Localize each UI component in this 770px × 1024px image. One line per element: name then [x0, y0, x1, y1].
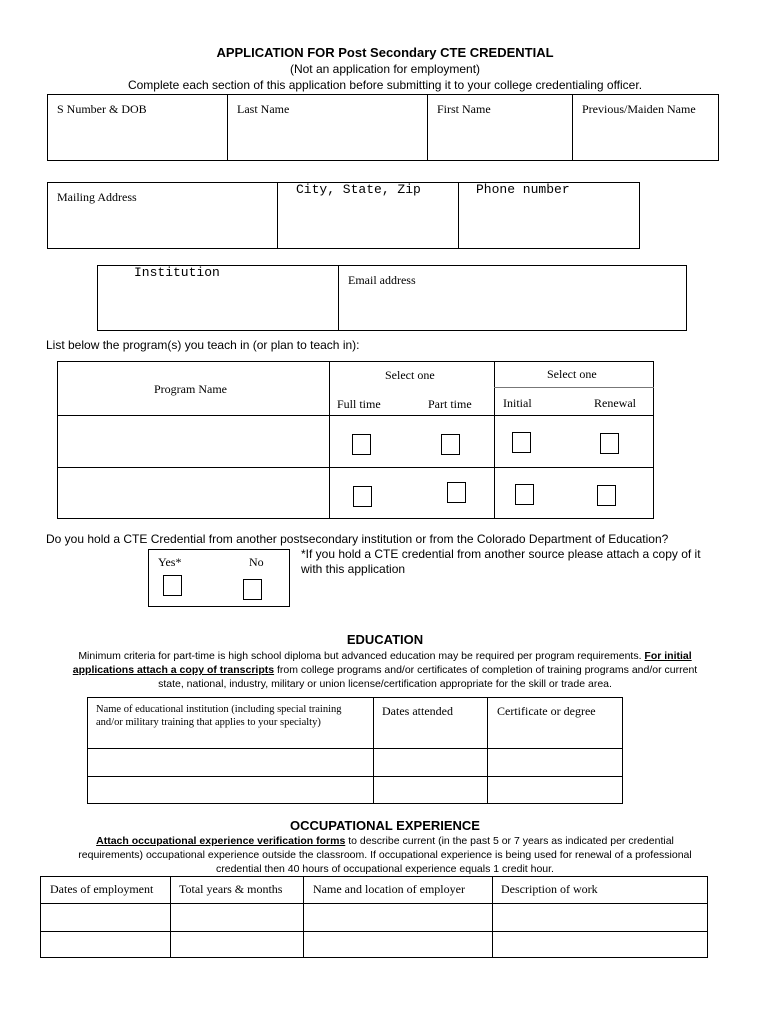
education-text-line1: [0, 650, 770, 662]
divider: [170, 876, 171, 958]
full-time-checkbox-2[interactable]: [353, 486, 372, 507]
edu-institution-field-1[interactable]: [89, 750, 371, 774]
part-time-header: Part time: [428, 397, 472, 411]
divider: [87, 748, 623, 749]
edu-institution-field-2[interactable]: [89, 778, 371, 802]
yes-checkbox[interactable]: [163, 575, 182, 596]
occ-total-field-1[interactable]: [172, 905, 301, 929]
divider: [494, 361, 495, 519]
education-heading: EDUCATION: [346, 632, 424, 647]
phone-field[interactable]: [460, 208, 638, 246]
edu-certificate-header: Certificate or degree: [497, 704, 596, 718]
renewal-checkbox-2[interactable]: [597, 485, 616, 506]
divider: [303, 876, 304, 958]
program-name-field-2[interactable]: [59, 469, 327, 517]
occ-total-header: Total years & months: [179, 882, 283, 896]
city-state-zip-field[interactable]: [279, 208, 456, 246]
divider: [277, 182, 278, 249]
cte-question: Do you hold a CTE Credential from another postsecondary institution or from the Colorado Department of Education?: [46, 532, 669, 546]
divider: [487, 697, 488, 804]
form-instruction: Complete each section of this application before submitting it to your college credentialing officer.: [127, 78, 643, 92]
part-time-checkbox-1[interactable]: [441, 434, 460, 455]
occupational-text-line1: [0, 835, 770, 847]
institution-label: Institution: [134, 265, 220, 280]
edu-dates-field-1[interactable]: [375, 750, 485, 774]
occ-employer-field-1[interactable]: [305, 905, 490, 929]
previous-name-label: Previous/Maiden Name: [582, 102, 696, 116]
divider: [572, 94, 573, 161]
select-one-type-header: Select one: [547, 367, 597, 381]
divider: [329, 361, 330, 519]
last-name-label: Last Name: [237, 102, 290, 116]
yes-label: Yes*: [158, 555, 182, 569]
education-text-line3: state, national, industry, military or union license/certification appropriate for the skill or trade area.: [158, 678, 612, 690]
last-name-field[interactable]: [229, 118, 425, 158]
previous-name-field[interactable]: [574, 118, 717, 158]
cte-note-line1: *If you hold a CTE credential from another source please attach a copy of it: [301, 547, 701, 561]
form-subtitle: (Not an application for employment): [289, 62, 481, 76]
full-time-header: Full time: [337, 397, 381, 411]
s-number-dob-field[interactable]: [49, 118, 225, 158]
occ-employer-header: Name and location of employer: [313, 882, 465, 896]
edu-certificate-field-2[interactable]: [489, 778, 621, 802]
initial-checkbox-2[interactable]: [515, 484, 534, 505]
occupational-text-line3: credential then 40 hours of occupational experience equals 1 credit hour.: [216, 863, 554, 875]
divider: [227, 94, 228, 161]
first-name-field[interactable]: [429, 118, 570, 158]
s-number-dob-label: S Number & DOB: [57, 102, 147, 116]
mailing-address-field[interactable]: [49, 208, 275, 246]
part-time-checkbox-2[interactable]: [447, 482, 466, 503]
renewal-checkbox-1[interactable]: [600, 433, 619, 454]
mailing-address-label: Mailing Address: [57, 190, 137, 204]
occ-dates-field-2[interactable]: [42, 933, 168, 956]
first-name-label: First Name: [437, 102, 491, 116]
divider: [427, 94, 428, 161]
occ-description-field-2[interactable]: [494, 933, 706, 956]
renewal-header: Renewal: [594, 396, 636, 410]
divider: [494, 387, 654, 388]
education-transcripts-text: applications attach a copy of transcripts: [72, 664, 275, 676]
edu-institution-header-1: Name of educational institution (including special training: [96, 704, 342, 715]
phone-label: Phone number: [476, 182, 570, 197]
divider: [338, 265, 339, 331]
initial-checkbox-1[interactable]: [512, 432, 531, 453]
occ-description-field-1[interactable]: [494, 905, 706, 929]
divider: [492, 876, 493, 958]
divider: [40, 931, 708, 932]
email-label: Email address: [348, 273, 416, 287]
divider: [87, 776, 623, 777]
occ-total-field-2[interactable]: [172, 933, 301, 956]
program-name-field-1[interactable]: [59, 417, 327, 465]
programs-prompt: List below the program(s) you teach in (or plan to teach in):: [46, 338, 360, 352]
occupational-verification-text: Attach occupational experience verification forms: [96, 835, 346, 847]
divider: [458, 182, 459, 249]
institution-field[interactable]: [99, 288, 336, 328]
occ-dates-header: Dates of employment: [50, 882, 154, 896]
edu-dates-field-2[interactable]: [375, 778, 485, 802]
edu-certificate-field-1[interactable]: [489, 750, 621, 774]
full-time-checkbox-1[interactable]: [352, 434, 371, 455]
cte-note-line2: with this application: [301, 562, 406, 576]
program-name-header: Program Name: [154, 382, 227, 396]
city-state-zip-label: City, State, Zip: [296, 182, 421, 197]
no-label: No: [249, 555, 264, 569]
edu-institution-header-2: and/or military training that applies to your specialty): [96, 717, 321, 728]
no-checkbox[interactable]: [243, 579, 262, 600]
divider: [57, 467, 654, 468]
divider: [373, 697, 374, 804]
initial-header: Initial: [503, 396, 532, 410]
occ-dates-field-1[interactable]: [42, 905, 168, 929]
education-text-rest: from college programs and/or certificates of completion of training programs and/or current: [274, 664, 698, 676]
email-field[interactable]: [340, 290, 685, 328]
divider: [57, 415, 654, 416]
occupational-text-line2: requirements) occupational experience outside the classroom. If occupational experience is being used for renewal of a professional: [78, 849, 692, 861]
education-text-line2: [0, 664, 770, 676]
occ-employer-field-2[interactable]: [305, 933, 490, 956]
occ-description-header: Description of work: [501, 882, 598, 896]
divider: [40, 903, 708, 904]
form-title: APPLICATION FOR Post Secondary CTE CREDENTIAL: [216, 45, 554, 60]
education-text-start: Minimum criteria for part-time is high school diploma but advanced education may be required per program requirements.: [78, 650, 645, 662]
occupational-heading: OCCUPATIONAL EXPERIENCE: [290, 818, 480, 833]
occupational-text-rest: to describe current (in the past 5 or 7 years as indicated per credential: [345, 835, 674, 847]
education-text-bold: For initial: [644, 650, 692, 662]
select-one-time-header: Select one: [385, 368, 435, 382]
edu-dates-header: Dates attended: [382, 704, 453, 718]
